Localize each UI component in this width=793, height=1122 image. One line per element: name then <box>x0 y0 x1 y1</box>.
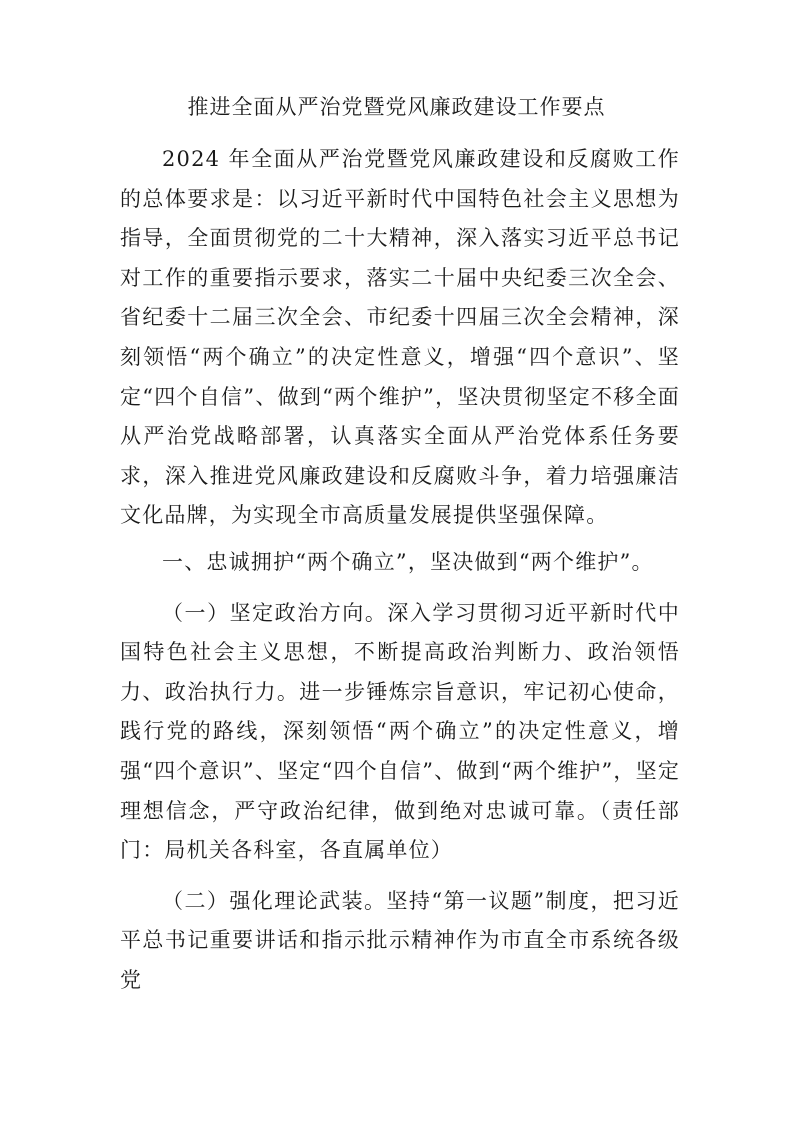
paragraph-political-direction: （一）坚定政治方向。深入学习贯彻习近平新时代中国特色社会主义思想，不断提高政治判断力、政治领悟力、政治执行力。进一步锤炼宗旨意识，牢记初心使命，践行党的路线，深刻领悟“两个确立”的决定性意义，增强“四个意识”、坚定“四个自信”、做到“两个维护”，坚定理想信念，严守政治纪律，做到绝对忠诚可靠。（责任部门：局机关各科室，各直属单位） <box>120 600 681 863</box>
paragraph-overall-requirements: 2024 年全面从严治党暨党风廉政建设和反腐败工作的总体要求是：以习近平新时代中国特色社会主义思想为指导，全面贯彻党的二十大精神，深入落实习近平总书记对工作的重要指示要求，落实二十届中央纪委三次全会、省纪委十二届三次全会、市纪委十四届三次全会精神，深刻领悟“两个确立”的决定性意义，增强“四个意识”、坚定“四个自信”、做到“两个维护”，坚决贯彻坚定不移全面从严治党战略部署，认真落实全面从严治党体系任务要求，深入推进党风廉政建设和反腐败斗争，着力培强廉洁文化品牌，为实现全市高质量发展提供坚强保障。 <box>120 147 680 528</box>
document-body <box>120 140 680 1000</box>
section-heading-1: 一、忠诚拥护“两个确立”，坚决做到“两个维护”。 <box>162 549 654 574</box>
paragraph-theory-study: （二）强化理论武装。坚持“第一议题”制度，把习近平总书记重要讲话和指示批示精神作为市直全市系统各级党 <box>120 888 680 992</box>
document-title: 推进全面从严治党暨党风廉政建设工作要点 <box>187 95 606 119</box>
